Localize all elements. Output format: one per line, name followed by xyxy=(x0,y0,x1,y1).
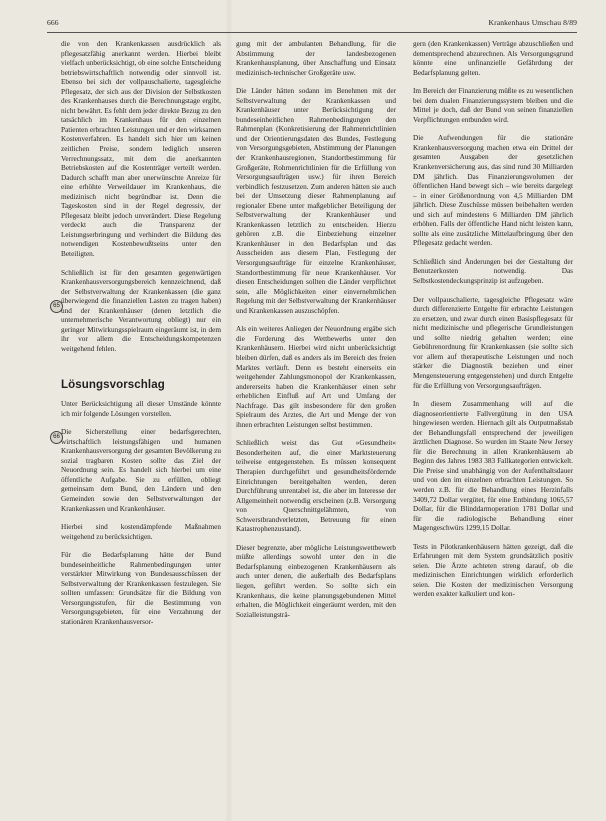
paragraph: die von den Krankenkassen ausdrücklich als pflegesatzfähig anerkannt werden. Hierbei bleibt vielfach unberücksichtigt, ob eine solche Entscheidung betriebswirtschaftlich notwendig oder sinnvoll ist. Ebenso bei sich der vollpauschalierte, tagesgleiche Pflegesatz, der sich aus der Division der Selbstkosten des Krankenhauses durch die Berechnungstage ergibt, nicht bewährt. Es fehlt dem jeder direkte Bezug zu den tatsächlich im Krankenhaus für den einzelnen Patienten erbrachten Leistungen und er den wirksamen Kostenverfahren. Es handelt sich hier um keinen zeitlichen Preise, sondern lediglich unseren Verrechnungssatz, mit dem die anerkannten Betriebskosten auf die Kostenträger verteilt werden. Dadurch schafft man aber unerwünschte Anreize für eine erhöhte Verweildauer im Krankenhaus, die medizinisch nicht begründbar ist. Denn die Tageskosten sind in der Regel degressiv, der Pflegesatz bleibt jedoch unverändert. Diese Regelung verdeckt auch die Transparenz der Leistungserbringung und verhindert die Bildung des notwendigen Kostenbewußtseins unter den Beteiligten. xyxy=(61,40,221,259)
page-header xyxy=(47,18,577,32)
paragraph: Schließlich sind Änderungen bei der Gestaltung der Benutzerkosten notwendig. Das Selbstkostendeckungsprinzip ist aufzugeben. xyxy=(413,257,573,286)
paragraph: In diesem Zusammenhang will auf die diagnoseorientierte Fallvergütung in den USA hingewiesen werden. Hiernach gilt als Outputmaßstab der Behandlungsfall entsprechend der jeweiligen ärztlichen Diagnose. So wurden im Staate New Jersey für die Berechnung in allen Krankenhäusern ab Beginn des Jahres 1983 383 Fallkategorien entwickelt. Die Preise sind unabhängig von der Aufenthaltsdauer und von den im einzelnen erbrachten Leistungen. So werden z.B. für die Behandlung eines Herzinfalls 3409,72 Dollar vergütet, für eine Entbindung 1065,57 Dollar, für die Blinddarmoperation 1781 Dollar und für die radiologische Behandlung einer Magengeschwürs 1299,15 Dollar. xyxy=(413,400,573,533)
page-fold-shadow xyxy=(225,0,233,821)
header-rule xyxy=(47,32,577,33)
paragraph: Schließlich weist das Gut »Gesundheit« Besonderheiten auf, die einer Marktsteuerung teilweise entgegenstehen. Es müssen konsequent Therapien durchgeführt und gesundheitsfördernde Einrichtungen bereitgehalten werden, deren Durchführung unrentabel ist, die aber im Interesse der Allgemeinheit notwendig erscheinen (z.B. Versorgung von Querschnittgelähmten, von Schwerstbrandverletzten, Betreuung für einen Katastrophenzustand). xyxy=(236,439,396,534)
paragraph: Tests in Pilotkrankenhäusern hätten gezeigt, daß die Erfahrungen mit dem System grundsätzlich positiv seien. Die Ärzte achteten streng darauf, ob die medizinischen Einrichtungen wirklich erforderlich seien. Die Kosten der medizinischen Versorgung werden exakter kalkuliert und kon- xyxy=(413,542,573,599)
paragraph: gern (den Krankenkassen) Verträge abzuschließen und dementsprechend abzurechnen. Als Versorgungsgrund könnte eine unfinanzielle Gefährdung der Bedarfsplanung gelten. xyxy=(413,40,573,77)
paragraph: Hierbei sind kostendämpfende Maßnahmen weitgehend zu berücksichtigen. xyxy=(61,523,221,541)
paragraph: Unter Berücksichtigung all dieser Umstände könnte ich mir folgende Lösungen vorstellen. xyxy=(61,400,221,418)
paragraph: Die Sicherstellung einer bedarfsgerechten, wirtschaftlich leistungsfähigen und humanen Krankenhausversorgung der gesamten Bevölkerung zu sozial tragbaren Kosten sollte das Ziel der Neuordnung sein. Es handelt sich hierbei um eine öffentliche Aufgabe. Sie zu erfüllen, obliegt gemeinsam dem Bund, den Ländern und den Gemeinden sowie den Selbstverwaltungen der Krankenkassen und Krankenhäuser. xyxy=(61,428,221,513)
page-number: 666 xyxy=(47,18,59,27)
text-column-3 xyxy=(413,40,573,609)
running-title: Krankenhaus Umschau 8/89 xyxy=(488,18,577,27)
paragraph: Dieser begrenzte, aber mögliche Leistungswettbewerb müßte allerdings sowohl unter den in die Bedarfsplanung einbezogenen Krankenhäusern als auch unter denen, die außerhalb des Bedarfsplans liegen, geführt werden. So sollte sich ein Krankenhaus, die keine planungsgebundenen Mittel erhalten, die Möglichkeit eingeräumt werden, mit den Sozialleistungsträ- xyxy=(236,543,396,619)
paragraph: Im Bereich der Finanzierung müßte es zu wesentlichen bei dem dualen Finanzierungssystem bleiben und die Mittel je doch, daß der Bund von seinen finanziellen Verpflichtungen entbunden wird. xyxy=(413,87,573,124)
paragraph: Schließlich ist für den gesamten gegenwärtigen Krankenhausversorgungsbereich kennzeichnend, daß der Selbstverwaltung der Krankenkassen (die ganz überwiegend die finanziellen Lasten zu tragen haben) und der Krankenhäuser (denen letztlich die unternehmerische Verantwortung obliegt) nur ein geringer Mitwirkungsspielraum eingeräumt ist, in dem ihr vor allem die Entscheidungskompetenzen weitgehend fehlen. xyxy=(61,268,221,353)
paragraph: Für die Bedarfsplanung hätte der Bund bundeseinheitliche Rahmenbedingungen unter verstärkter Mitwirkung von Bundesausschüssen der Selbstverwaltung der Krankenkassen festzulegen. Sie sollten umfassen: Grundsätze für die Bildung von Versorgungsstufen, für die Bestimmung von Versorgungsgebieten, für eine Verzahnung der stationären Krankenhausversor- xyxy=(61,551,221,626)
paragraph: Der vollpauschalierte, tagesgleiche Pflegesatz wäre durch differenzierte Entgelte für erbrachte Leistungen zu ersetzen, und zwar durch einen Basispflegesatz für nicht medizinische und pflegerische Grundleistungen und sollte niedrig gehalten werden; eine Gebührenordnung für Krankenkassen (sie sollte sich vor allem auf therapeutische Leistungen und noch stärker die Diagnostik beziehen und einer Mengensteuerung entgegenstehen) und durch Entgelte für die Erfüllung von Versorgungsaufträgen. xyxy=(413,295,573,390)
section-heading: Lösungsvorschlag xyxy=(61,378,165,391)
paragraph: gung mit der ambulanten Behandlung, für die Abstimmung der landesbezogenen Krankenhausplanung, über Anschaffung und Einsatz medizinisch-technischer Großgeräte usw. xyxy=(236,40,396,77)
text-column-2 xyxy=(236,40,396,629)
paragraph: Als ein weiteres Anliegen der Neuordnung ergäbe sich die Forderung des Wettbewerbs unter den Krankenhäusern. Hierbei wird nicht unberücksichtigt bleiben dürfen, daß es anders als im Bereich des freien Marktes verläuft. Denn es besteht einerseits ein weitgehender Zahlungsmonopol der Krankenkassen, andererseits haben die Krankenhäuser einen sehr erheblichen Einfluß auf Art und Umfang der Nachfrage. Das gilt insbesondere für den großen Spielraum des Arztes, die Art und Menge der von ihnen erbrachten Leistungen selbst bestimmen. xyxy=(236,325,396,429)
paragraph: Die Länder hätten sodann im Benehmen mit der Selbstverwaltung der Krankenkassen und Krankenhäuser unter Berücksichtigung der bundeseinheitlichen Rahmenbedingungen den Rahmenplan (Konkretisierung der Rahmenrichtlinien und der Orientierungsdaten des Bundes, Festlegung von Versorgungsgebieten, Abstimmung der Planungen der Krankenhausregionen, Standortbestimmung für Großgeräte, Rohrnenrichtlinien für die Erfüllung von Versorgungsaufträgen usw.) für ihren Bereich verbindlich festzusetzen. Zum anderen hätten sie auch bei der Umsetzung dieser Rahmenplanung auf regionaler Ebene unter maßgeblicher Beteiligung der Selbstverwaltung der Krankenhäuser und Krankenkassen letztlich zu entscheiden. Hierzu gehören z.B. die Einbeziehung einzelner Krankenhäuser in den Bedarfsplan und das Ausscheiden aus diesem Plan, Festlegung der Versorgungsaufträge für einzelne Krankenhäuser, Standortbestimmung für neue Krankenhäuser. Vor diesen Entscheidungen sollten die Länder verpflichtet sein, alle Möglichkeiten einer einvernehmlichen Regelung mit der Selbstverwaltung der Krankenhäuser und Krankenkassen auszuschöpfen. xyxy=(236,87,396,315)
text-column-1 xyxy=(61,40,221,637)
paragraph: Die Aufwendungen für die stationäre Krankenhausversorgung machen etwa ein Drittel der gesamten Ausgaben der gesetzlichen Krankenversicherung aus, das sind rund 30 Milliarden DM jährlich. Das Finanzierungsvolumen der öffentlichen Hand bewegt sich – wie bereits dargelegt – in einer Größenordnung von 4,5 Milliarden DM jährlich. Diese Zuschüsse müssen beibehalten werden und sich auf mindestens 6 Milliarden DM jährlich erhöhen. Falls der öffentliche Hand nicht leisten kann, sollte als eine zusätzliche Mittelaufbringung über den Pflegesatz gedacht werden. xyxy=(413,134,573,248)
margin-marker-66: 66 xyxy=(50,431,63,444)
margin-marker-65: 65 xyxy=(50,300,63,313)
